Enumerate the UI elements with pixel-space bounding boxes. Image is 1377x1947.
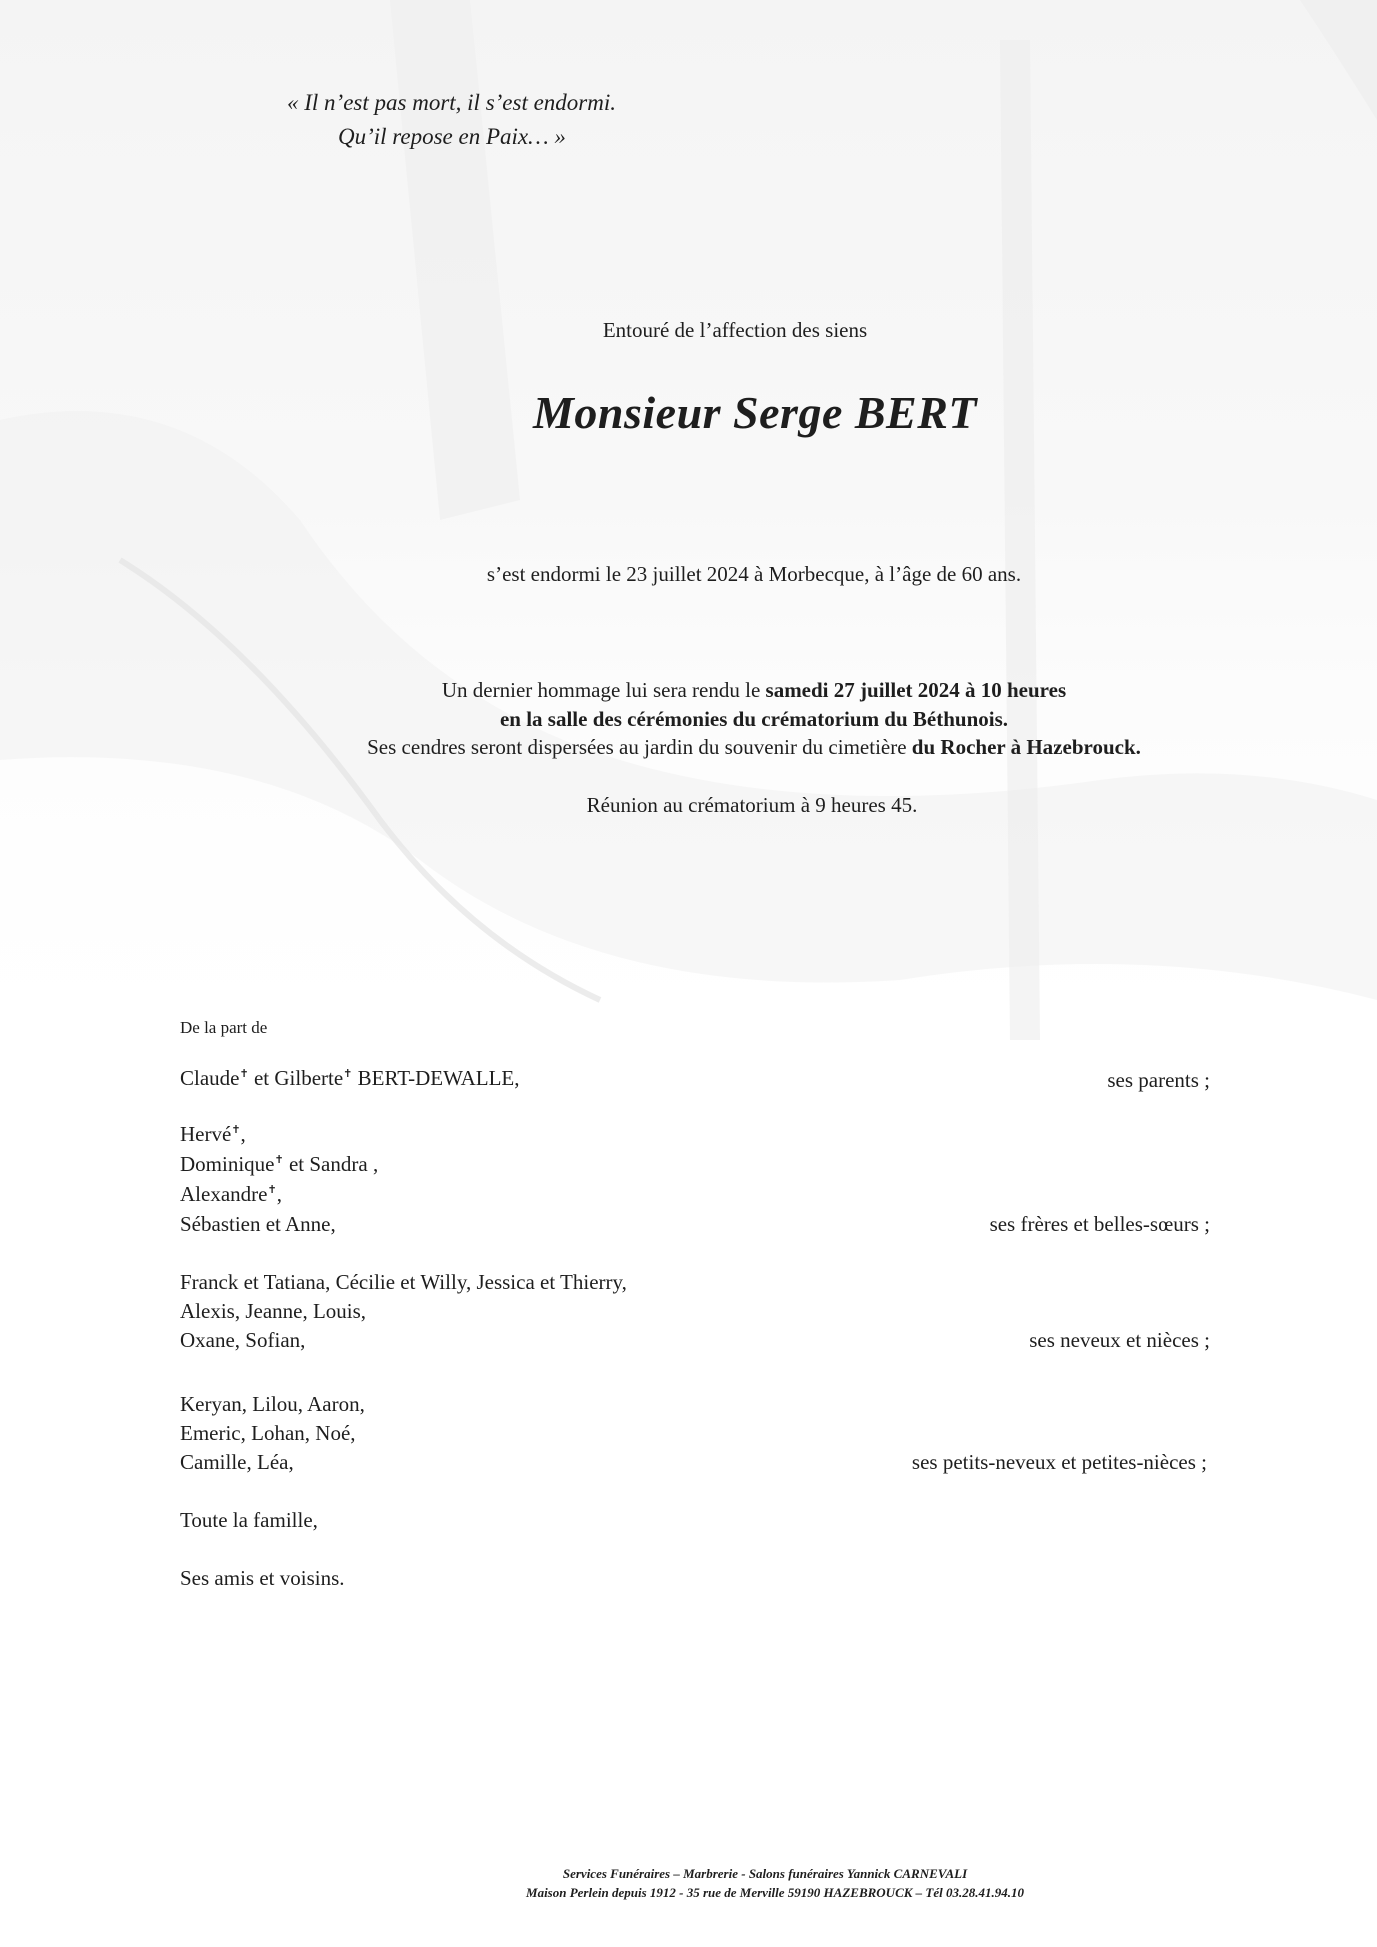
- sibling-name: Hervé: [180, 1122, 232, 1146]
- meeting-notice: Réunion au crématorium à 9 heures 45.: [586, 793, 918, 817]
- footer-line-2: Maison Perlein depuis 1912 - 35 rue de Merville 59190 HAZEBROUCK – Tél 03.28.41.94.10: [526, 1885, 1024, 1900]
- death-notice: s’est endormi le 23 juillet 2024 à Morbecque, à l’âge de 60 ans.: [486, 562, 1022, 586]
- sibling-spouse: et Sandra ,: [283, 1152, 379, 1176]
- grand-nephews-line-1: Keryan, Lilou, Aaron,: [180, 1392, 365, 1416]
- cross-icon: ✝: [239, 1068, 249, 1080]
- ashes-place: du Rocher à Hazebrouck.: [911, 735, 1141, 759]
- sibling-line-1: [180, 1122, 246, 1147]
- cross-icon: ✝: [267, 1184, 277, 1196]
- sibling-line-4: Sébastien et Anne,: [180, 1212, 336, 1236]
- grand-nephews-line-2: Emeric, Lohan, Noé,: [180, 1421, 356, 1445]
- parent-2-name: et Gilberte: [248, 1066, 344, 1090]
- siblings-relation: ses frères et belles-sœurs ;: [989, 1212, 1210, 1236]
- family-line: Toute la famille,: [180, 1508, 318, 1532]
- parent-1-name: Claude: [180, 1066, 240, 1090]
- sibling-punct: ,: [240, 1122, 246, 1146]
- quote-line-2: Qu’il repose en Paix… »: [338, 124, 566, 149]
- sibling-punct: ,: [276, 1182, 282, 1206]
- ceremony-line-1-prefix: Un dernier hommage lui sera rendu le: [441, 678, 766, 702]
- grand-nephews-relation: ses petits-neveux et petites-nièces ;: [911, 1450, 1207, 1474]
- nephews-line-3: Oxane, Sofian,: [180, 1328, 306, 1352]
- ceremony-date: samedi 27 juillet 2024 à 10 heures: [765, 678, 1067, 702]
- ceremony-line-2: [500, 707, 1008, 732]
- nephews-relation: ses neveux et nièces ;: [1029, 1328, 1210, 1352]
- sibling-line-2: [180, 1152, 378, 1177]
- parents-surname: BERT-DEWALLE,: [352, 1066, 520, 1090]
- deceased-name: Monsieur Serge BERT: [532, 387, 978, 438]
- parents-relation: ses parents ;: [1107, 1068, 1210, 1092]
- ceremony-place: en la salle des cérémonies du crématorium du Béthunois.: [499, 707, 1009, 731]
- cross-icon: ✝: [274, 1154, 284, 1166]
- intro-text: Entouré de l’affection des siens: [602, 318, 868, 342]
- parents-names: [180, 1066, 520, 1091]
- cross-icon: ✝: [231, 1124, 241, 1136]
- friends-line: Ses amis et voisins.: [180, 1566, 345, 1590]
- cross-icon: ✝: [343, 1068, 353, 1080]
- sibling-line-3: [180, 1182, 282, 1207]
- sibling-name: Alexandre: [180, 1182, 268, 1206]
- ceremony-line-3-prefix: Ses cendres seront dispersées au jardin du souvenir du cimetière: [367, 735, 912, 759]
- ceremony-line-1: [442, 678, 1066, 703]
- quote-line-1: « Il n’est pas mort, il s’est endormi.: [287, 90, 617, 115]
- ceremony-line-3: [367, 735, 1141, 760]
- from-label: De la part de: [180, 1018, 268, 1037]
- sibling-name: Dominique: [180, 1152, 275, 1176]
- grand-nephews-line-3: Camille, Léa,: [180, 1450, 294, 1474]
- footer-line-1: Services Funéraires – Marbrerie - Salons funéraires Yannick CARNEVALI: [562, 1866, 968, 1881]
- nephews-line-2: Alexis, Jeanne, Louis,: [180, 1299, 367, 1323]
- nephews-line-1: Franck et Tatiana, Cécilie et Willy, Jessica et Thierry,: [180, 1270, 627, 1294]
